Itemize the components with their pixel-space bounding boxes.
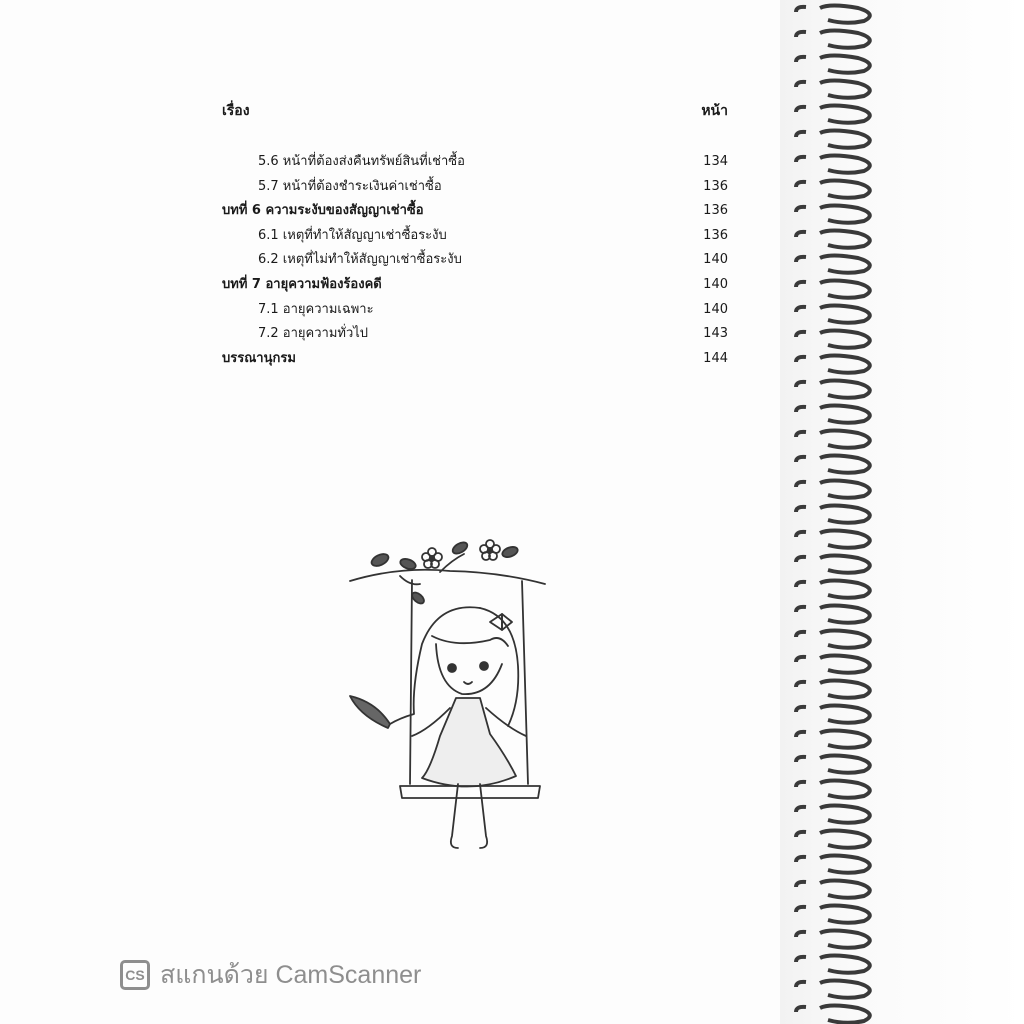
toc-page: 140 [703,276,728,292]
toc-row [222,199,728,224]
toc-row [222,248,728,273]
toc-row [222,347,728,372]
header-page-label: หน้า [701,103,728,119]
spiral-coil [796,31,870,48]
toc-page: 134 [703,154,728,169]
toc-title: 5.7 หน้าที่ต้องชำระเงินค่าเช่าซื้อ [258,178,442,194]
spiral-coil [796,681,870,698]
spiral-coil [796,581,870,598]
spiral-coil [796,556,870,573]
spiral-coil [796,481,870,498]
toc-title: 7.1 อายุความเฉพาะ [258,301,374,317]
spiral-coil [796,756,870,773]
spiral-coil [796,331,870,348]
toc-page: 143 [703,326,728,342]
toc-row [222,224,728,249]
spiral-coil [796,856,870,873]
toc-row [222,298,728,323]
toc-title: 7.2 อายุความทั่วไป [258,326,369,342]
spiral-coil [796,356,870,373]
spiral-coil [796,906,870,923]
toc-title: บรรณานุกรม [222,350,296,366]
spiral-coil [796,206,870,223]
toc-title: 6.1 เหตุที่ทำให้สัญญาเช่าซื้อระงับ [258,227,447,243]
camscanner-watermark [120,955,421,995]
spiral-coil [796,106,870,123]
toc-page: 136 [703,227,728,243]
toc-page: 136 [703,178,728,194]
toc-page: 144 [703,350,728,366]
spiral-coil [796,281,870,298]
spiral-coil [796,56,870,73]
spiral-coil [796,631,870,648]
camscanner-logo-icon: CS [120,960,150,990]
spiral-coil [796,956,870,973]
toc-title: 6.2 เหตุที่ไม่ทำให้สัญญาเช่าซื้อระงับ [258,252,462,268]
spiral-coil [796,781,870,798]
spiral-coil [796,981,870,998]
spiral-binding [786,0,896,1024]
spiral-coil [796,731,870,748]
toc-title: 5.6 หน้าที่ต้องส่งคืนทรัพย์สินที่เช่าซื้อ [258,154,465,169]
spiral-coil [796,131,870,148]
spiral-coil [796,806,870,823]
toc-row [222,175,728,200]
toc-title: บทที่ 6 ความระงับของสัญญาเช่าซื้อ [222,203,424,219]
spiral-coil [796,506,870,523]
spiral-coil [796,1006,870,1023]
toc-page: 140 [703,252,728,268]
spiral-coil [796,831,870,848]
spiral-coil [796,931,870,948]
spiral-coil [796,156,870,173]
spiral-coil [796,656,870,673]
watermark-text: สแกนด้วย CamScanner [160,961,422,989]
girl-on-swing-icon [340,536,560,856]
spiral-coil [796,881,870,898]
header-subject-label: เรื่อง [222,103,250,119]
spiral-coil [796,6,870,23]
table-of-contents [222,150,728,371]
spiral-coil [796,456,870,473]
spiral-coil [796,706,870,723]
toc-header [222,100,728,122]
toc-row [222,322,728,347]
spiral-coil [796,381,870,398]
toc-row [222,150,728,175]
spiral-coil [796,231,870,248]
spiral-coil [796,531,870,548]
spiral-coil [796,606,870,623]
spiral-coil [796,431,870,448]
spiral-coil [796,181,870,198]
spiral-coil [796,406,870,423]
toc-title: บทที่ 7 อายุความฟ้องร้องคดี [222,276,382,292]
toc-row [222,273,728,298]
toc-page: 140 [703,301,728,317]
spiral-coil [796,81,870,98]
spiral-coil [796,256,870,273]
toc-page: 136 [703,203,728,219]
spiral-coil [796,306,870,323]
